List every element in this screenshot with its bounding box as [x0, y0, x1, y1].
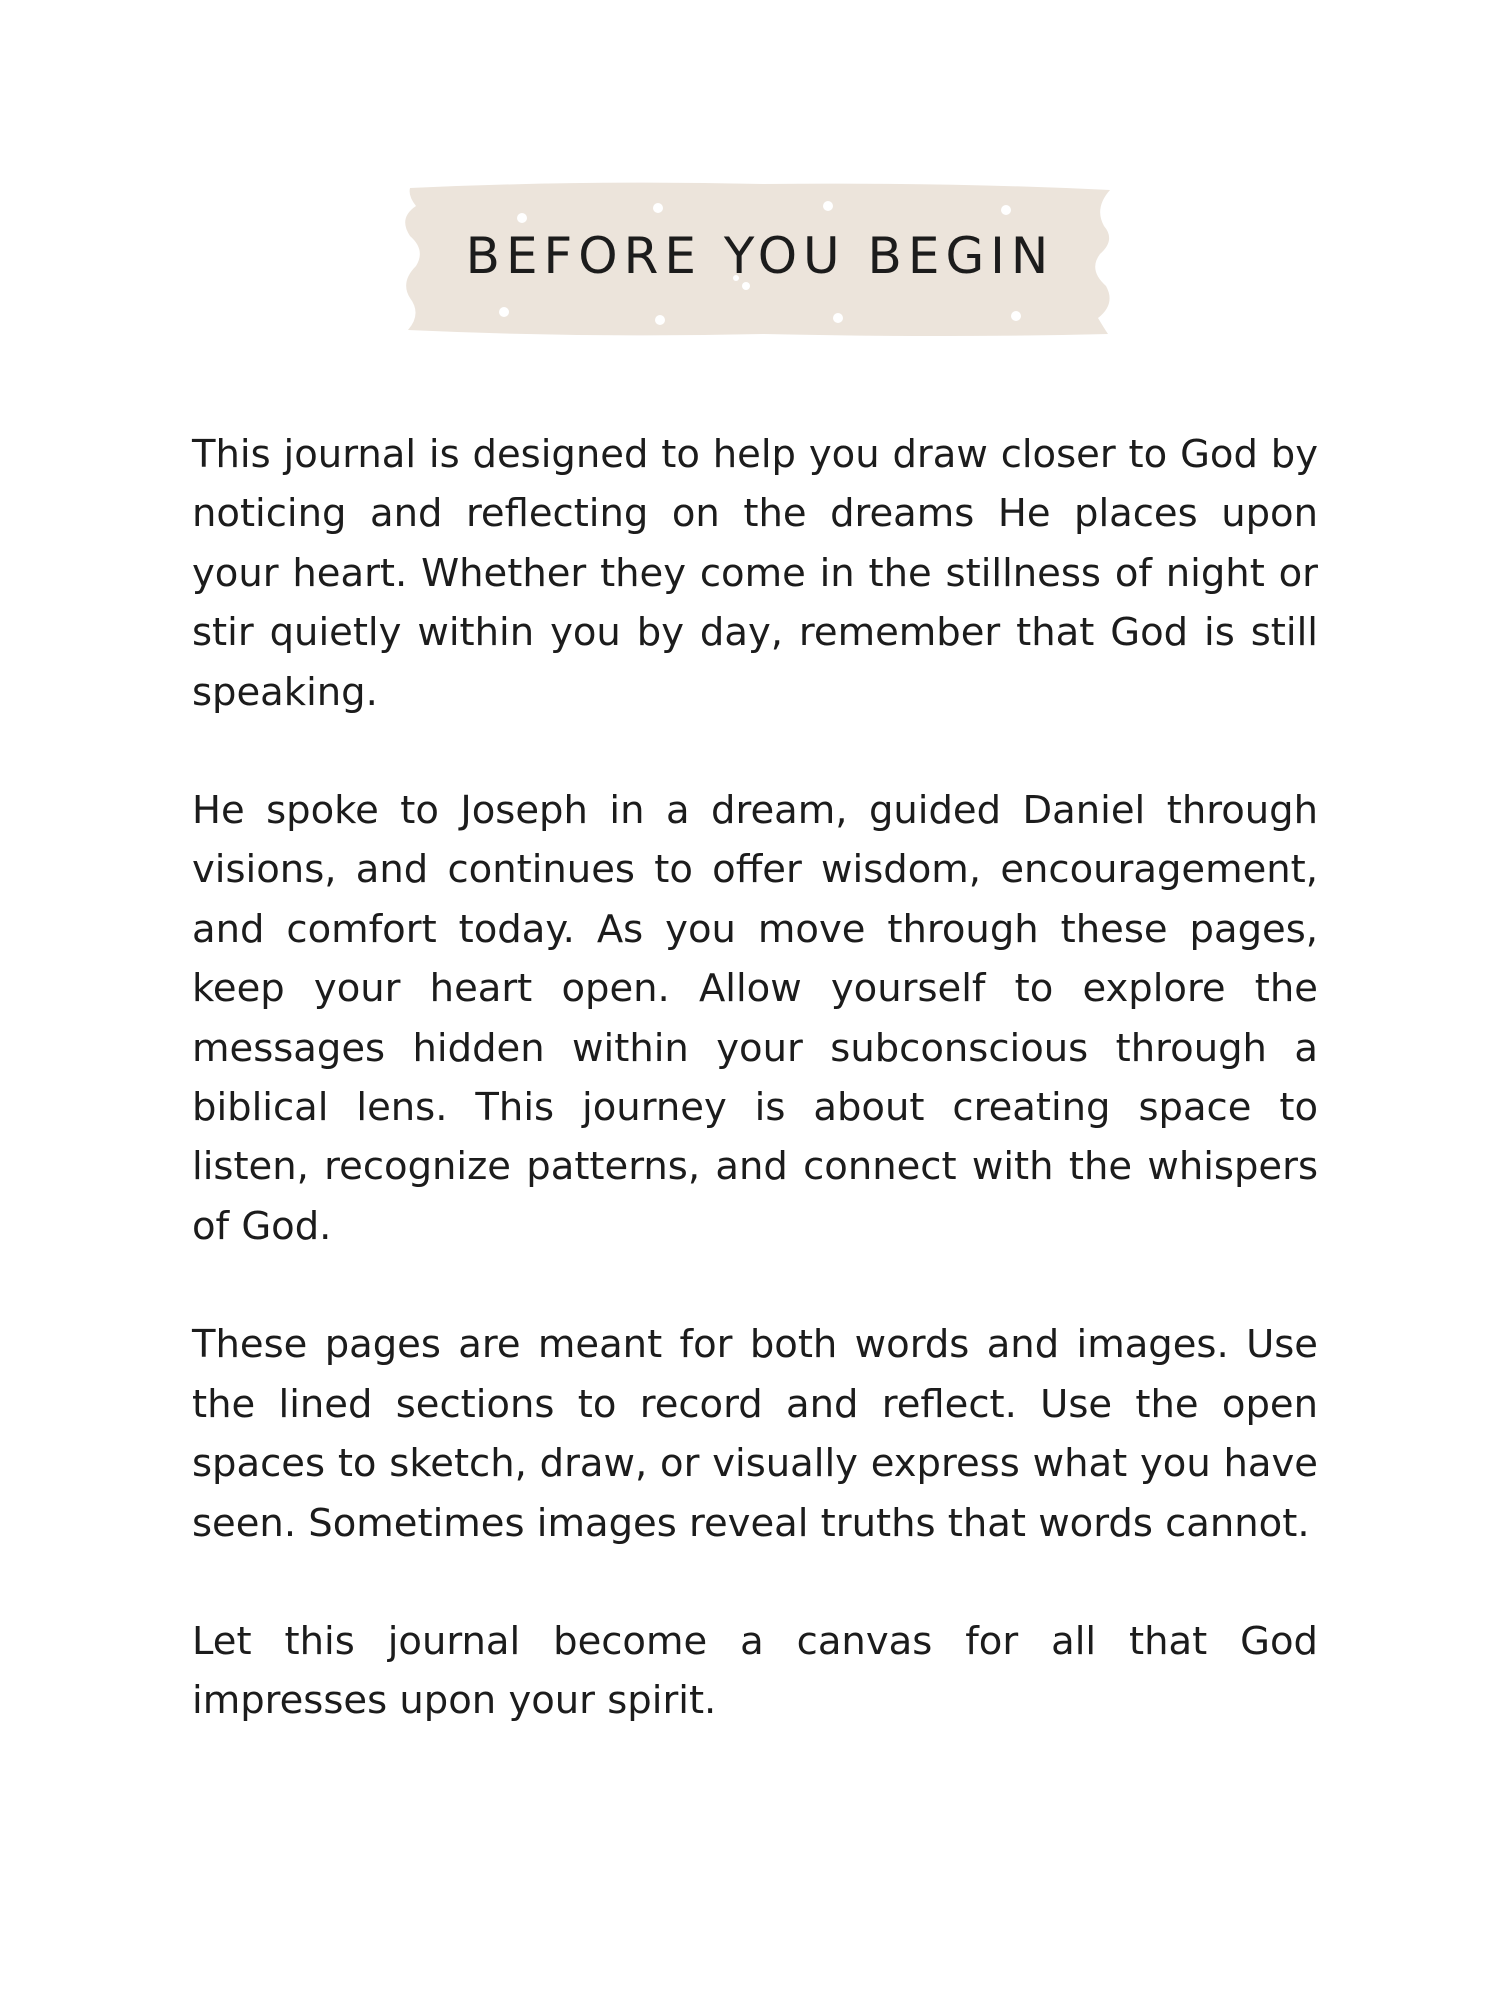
paragraph-closing: Let this journal become a canvas for all that God impresses upon your spirit. [192, 1618, 1318, 1724]
page-title: BEFORE YOU BEGIN [465, 227, 1055, 285]
title-banner [404, 178, 1116, 338]
body-text [192, 425, 1318, 1790]
paragraph-scripture: He spoke to Joseph in a dream, guided Daniel through visions, and continues to offer wisdom, encouragement, and comfort today. As you move through these pages, keep your heart open. Allow yourself to explore the messages hidden within your subconscious through a biblical lens. This journey is about creating space to listen, recognize patterns, and connect with the whispers of God. [192, 788, 1318, 1249]
paragraph-usage: These pages are meant for both words and images. Use the lined sections to record and reflect. Use the open spaces to sketch, draw, or visually express what you have seen. Sometimes images reveal truths that words cannot. [192, 1322, 1318, 1546]
paragraph-intro: This journal is designed to help you draw closer to God by noticing and reflecting on the dreams He places upon your heart. Whether they come in the stillness of night or stir quietly within you by day, remember that God is still speaking. [192, 432, 1318, 715]
